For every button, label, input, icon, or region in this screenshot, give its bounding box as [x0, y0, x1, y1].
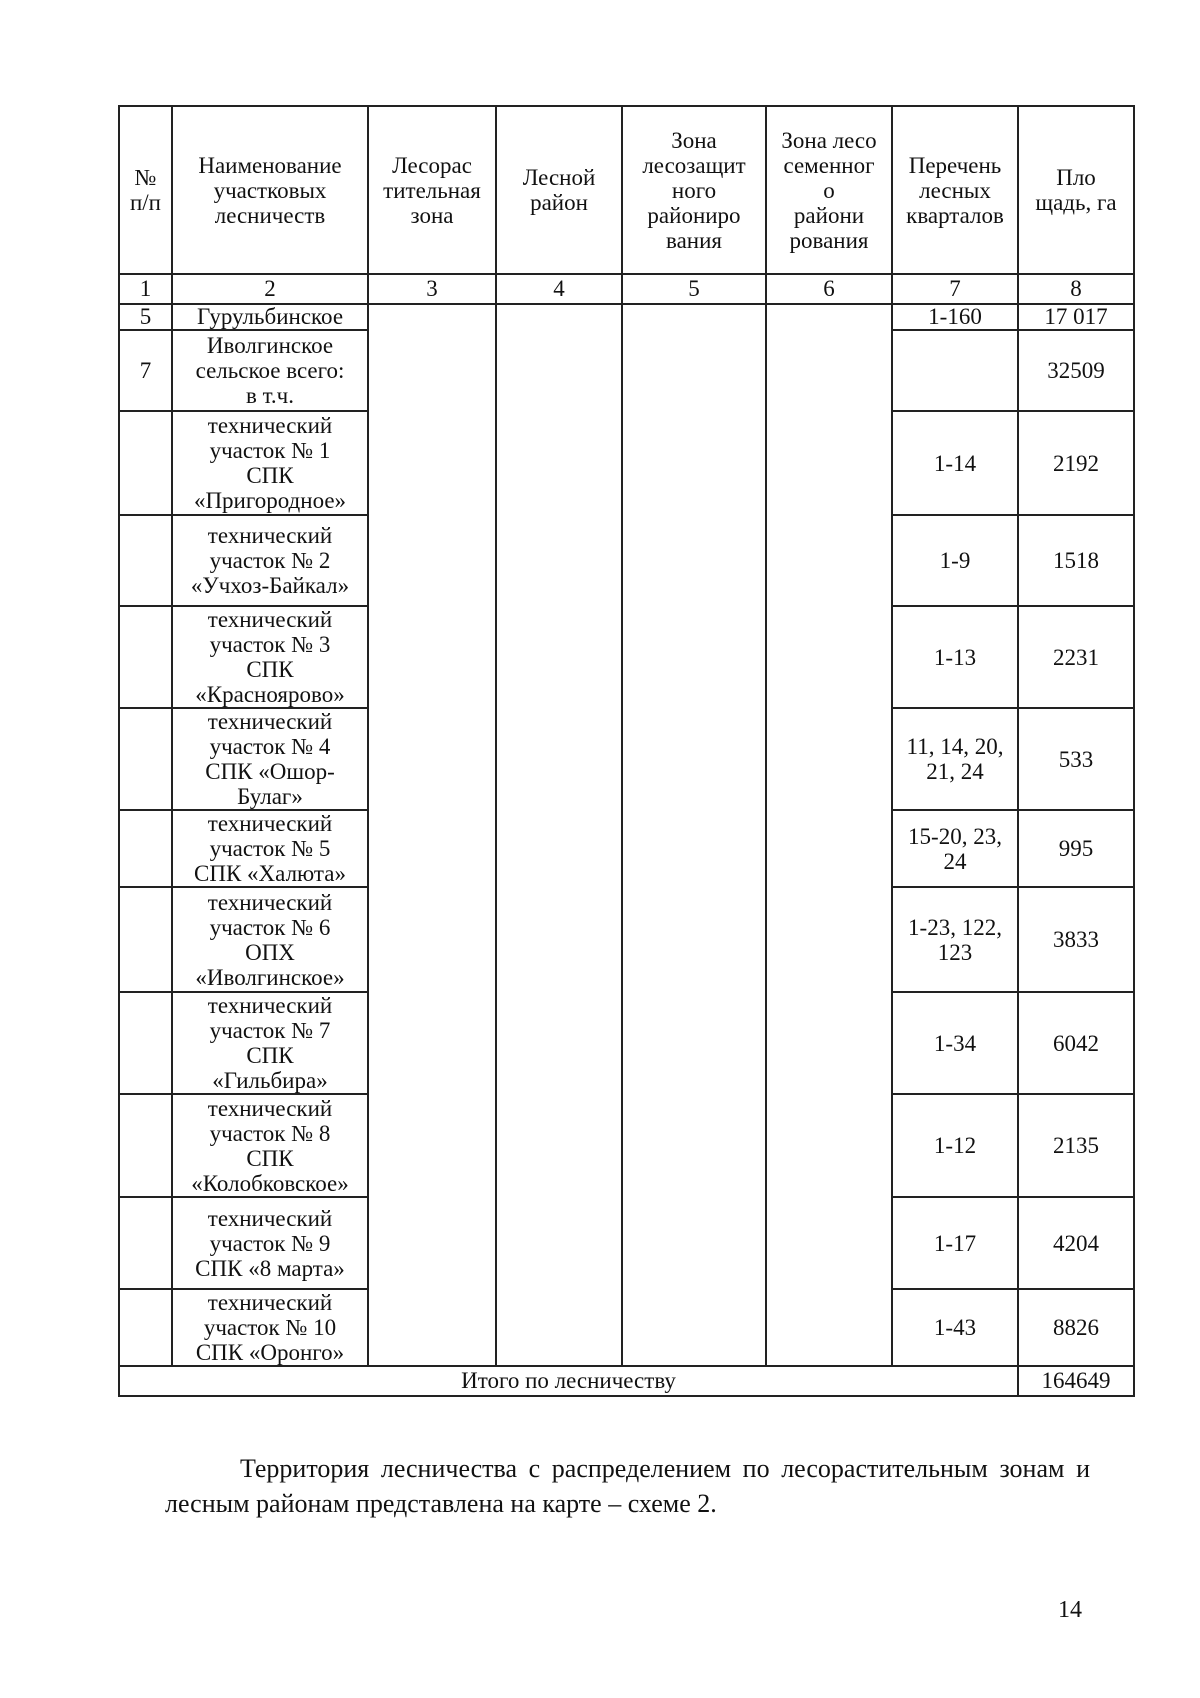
row-name: технический участок № 2 «Учхоз-Байкал»: [172, 515, 368, 606]
column-number: 3: [368, 274, 496, 304]
header-name: Наименование участковых лесничеств: [172, 106, 368, 274]
column-number: 8: [1018, 274, 1134, 304]
row-area: 2192: [1018, 411, 1134, 515]
page-number: 14: [1058, 1597, 1082, 1623]
row-area: 995: [1018, 810, 1134, 887]
row-area: 1518: [1018, 515, 1134, 606]
row-quarters: [892, 330, 1018, 411]
row-area: 17 017: [1018, 304, 1134, 330]
protection-zone-cell: [622, 304, 766, 1366]
header-protection-zone: Зона лесозащит ного райониро вания: [622, 106, 766, 274]
row-number: [119, 887, 172, 992]
row-number: [119, 708, 172, 810]
header-seed-zone: Зона лесо семенног о райони рования: [766, 106, 892, 274]
header-number: № п/п: [119, 106, 172, 274]
row-number: [119, 606, 172, 708]
row-number: 5: [119, 304, 172, 330]
row-quarters: 1-160: [892, 304, 1018, 330]
table-total-row: [119, 1366, 1134, 1396]
row-area: 6042: [1018, 992, 1134, 1094]
row-name: технический участок № 1 СПК «Пригородное»: [172, 411, 368, 515]
row-quarters: 15-20, 23, 24: [892, 810, 1018, 887]
table-row: [119, 304, 1134, 330]
forest-district-cell: [496, 304, 622, 1366]
seed-zone-cell: [766, 304, 892, 1366]
row-area: 2135: [1018, 1094, 1134, 1197]
column-number: 6: [766, 274, 892, 304]
row-name: технический участок № 10 СПК «Оронго»: [172, 1289, 368, 1366]
row-number: [119, 515, 172, 606]
header-vegetation-zone: Лесорас тительная зона: [368, 106, 496, 274]
total-label: Итого по лесничеству: [119, 1366, 1018, 1396]
column-number: 2: [172, 274, 368, 304]
row-quarters: 1-23, 122, 123: [892, 887, 1018, 992]
row-quarters: 1-14: [892, 411, 1018, 515]
row-number: [119, 1197, 172, 1289]
row-name: технический участок № 3 СПК «Красноярово»: [172, 606, 368, 708]
row-name: Иволгинское сельское всего: в т.ч.: [172, 330, 368, 411]
row-area: 533: [1018, 708, 1134, 810]
row-quarters: 11, 14, 20, 21, 24: [892, 708, 1018, 810]
column-number-row: [119, 274, 1134, 304]
row-quarters: 1-9: [892, 515, 1018, 606]
header-area: Пло щадь, га: [1018, 106, 1134, 274]
row-quarters: 1-43: [892, 1289, 1018, 1366]
row-area: 4204: [1018, 1197, 1134, 1289]
row-quarters: 1-12: [892, 1094, 1018, 1197]
column-number: 5: [622, 274, 766, 304]
row-number: [119, 992, 172, 1094]
row-area: 3833: [1018, 887, 1134, 992]
row-name: технический участок № 9 СПК «8 марта»: [172, 1197, 368, 1289]
row-quarters: 1-34: [892, 992, 1018, 1094]
column-number: 4: [496, 274, 622, 304]
header-quarters: Перечень лесных кварталов: [892, 106, 1018, 274]
row-number: [119, 810, 172, 887]
row-name: Гурульбинское: [172, 304, 368, 330]
row-name: технический участок № 8 СПК «Колобковское»: [172, 1094, 368, 1197]
row-name: технический участок № 7 СПК «Гильбира»: [172, 992, 368, 1094]
row-area: 32509: [1018, 330, 1134, 411]
row-quarters: 1-13: [892, 606, 1018, 708]
forestry-table: [118, 105, 1135, 1397]
column-number: 1: [119, 274, 172, 304]
table-header-row: [119, 106, 1134, 274]
total-area: 164649: [1018, 1366, 1134, 1396]
row-number: [119, 411, 172, 515]
row-number: [119, 1094, 172, 1197]
body-paragraph: Территория лесничества с распределением по лесорастительным зонам и лесным районам представлена на карте – схеме 2.: [165, 1454, 1090, 1518]
row-name: технический участок № 5 СПК «Халюта»: [172, 810, 368, 887]
row-number: [119, 1289, 172, 1366]
row-name: технический участок № 4 СПК «Ошор- Булаг»: [172, 708, 368, 810]
row-name: технический участок № 6 ОПХ «Иволгинское»: [172, 887, 368, 992]
row-number: 7: [119, 330, 172, 411]
row-quarters: 1-17: [892, 1197, 1018, 1289]
column-number: 7: [892, 274, 1018, 304]
vegetation-zone-cell: [368, 304, 496, 1366]
row-area: 2231: [1018, 606, 1134, 708]
header-forest-district: Лесной район: [496, 106, 622, 274]
row-area: 8826: [1018, 1289, 1134, 1366]
